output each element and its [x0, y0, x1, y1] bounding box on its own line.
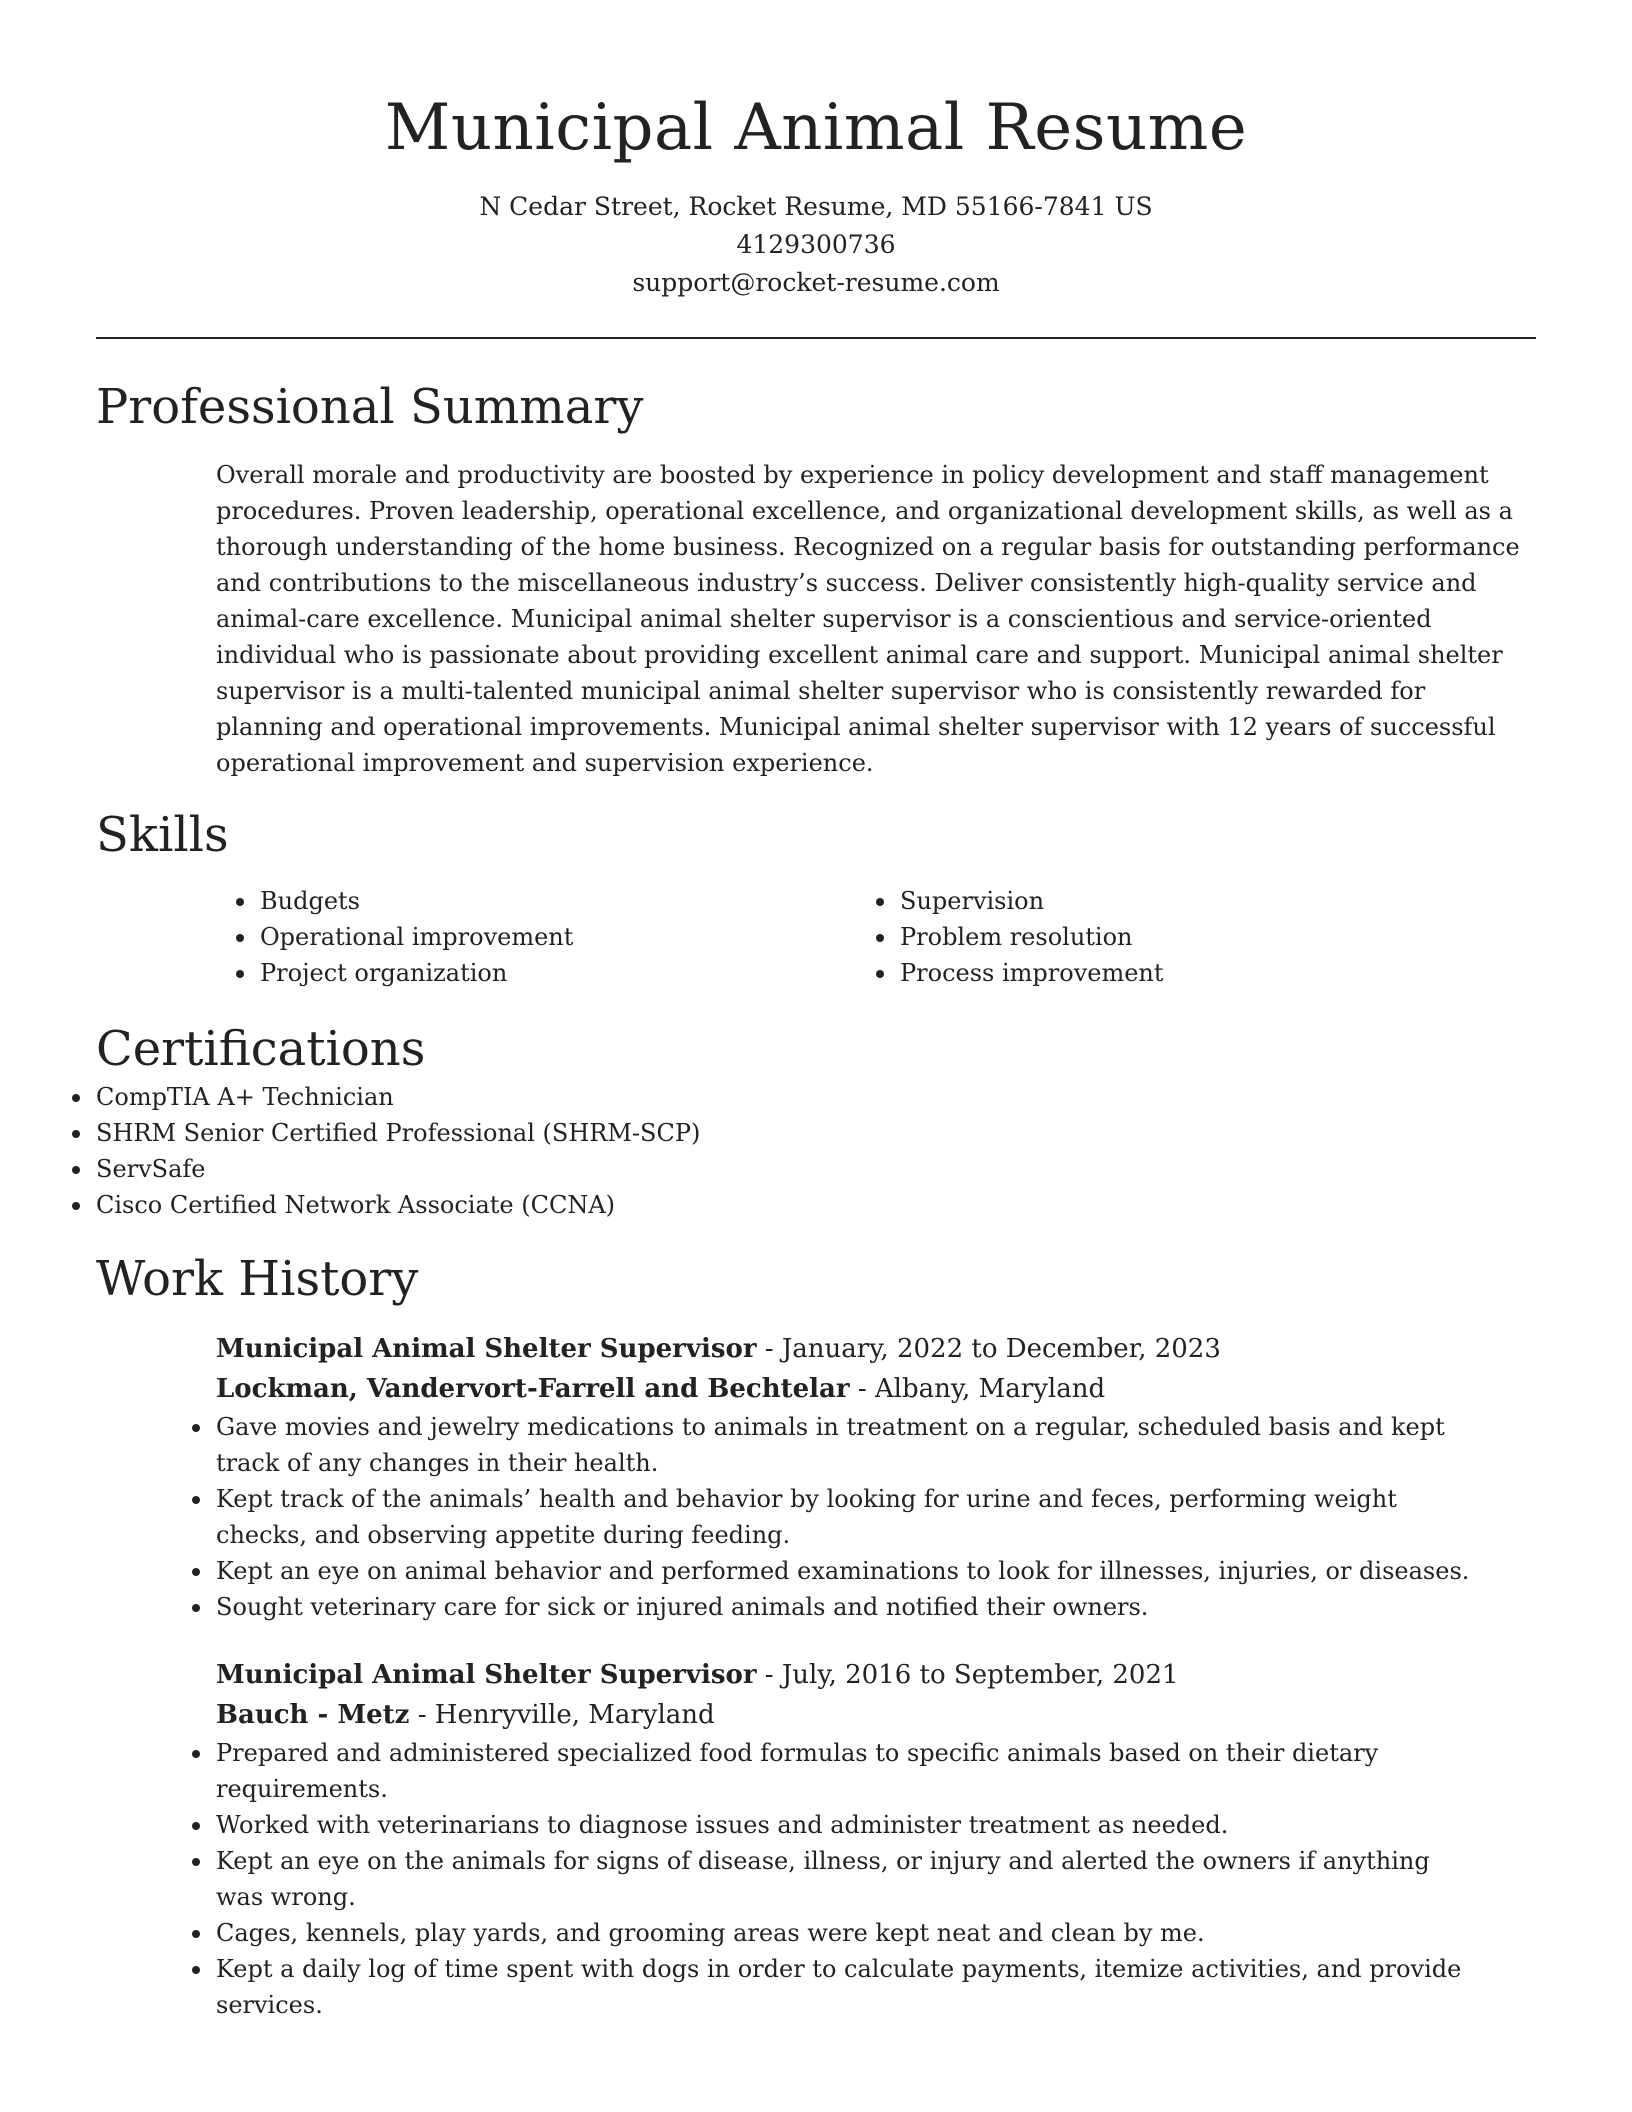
work-history-section	[96, 1249, 1536, 2023]
job-bullet: Kept a daily log of time spent with dogs in order to calculate payments, itemize activities, and provide services.	[216, 1951, 1472, 2023]
job-title-line	[216, 1329, 1536, 1369]
job-entry	[216, 1329, 1536, 1625]
address: N Cedar Street, Rocket Resume, MD 55166-7841 US	[479, 192, 1153, 221]
skills-grid	[260, 883, 1540, 991]
summary-heading: Professional Summary	[96, 379, 644, 435]
email: support@rocket-resume.com	[632, 268, 1000, 297]
job-bullet: Worked with veterinarians to diagnose issues and administer treatment as needed.	[216, 1807, 1472, 1843]
job-bullet: Kept an eye on animal behavior and performed examinations to look for illnesses, injuries, or diseases.	[216, 1553, 1472, 1589]
certifications-list	[96, 1079, 1536, 1223]
phone: 4129300736	[736, 230, 896, 259]
skill-item: Supervision	[900, 883, 1540, 919]
skill-item: Operational improvement	[260, 919, 900, 955]
certification-item: CompTIA A+ Technician	[96, 1079, 1536, 1115]
certification-item: Cisco Certified Network Associate (CCNA)	[96, 1187, 1536, 1223]
job-location: - Albany, Maryland	[849, 1374, 1106, 1404]
job-title: Municipal Animal Shelter Supervisor	[216, 1660, 757, 1690]
certification-item: SHRM Senior Certified Professional (SHRM-SCP)	[96, 1115, 1536, 1151]
job-dates: - July, 2016 to September, 2021	[756, 1660, 1179, 1690]
job-bullet: Prepared and administered specialized food formulas to specific animals based on their dietary requirements.	[216, 1735, 1472, 1807]
job-bullet: Cages, kennels, play yards, and grooming areas were kept neat and clean by me.	[216, 1915, 1472, 1951]
job-title-line	[216, 1655, 1536, 1695]
job-dates: - January, 2022 to December, 2023	[756, 1334, 1221, 1364]
job-company-line	[216, 1369, 1536, 1409]
job-company-line	[216, 1695, 1536, 1735]
resume-header	[96, 0, 1536, 302]
job-title: Municipal Animal Shelter Supervisor	[216, 1334, 757, 1364]
certifications-section	[96, 1019, 1536, 1223]
job-company: Bauch - Metz	[216, 1700, 410, 1730]
skills-list-left	[260, 883, 900, 991]
job-bullet: Sought veterinary care for sick or injured animals and notified their owners.	[216, 1589, 1472, 1625]
job-entry	[216, 1655, 1536, 2023]
header-divider	[96, 337, 1536, 339]
skill-item: Budgets	[260, 883, 900, 919]
skill-item: Process improvement	[900, 955, 1540, 991]
certification-item: ServSafe	[96, 1151, 1536, 1187]
skill-item: Problem resolution	[900, 919, 1540, 955]
job-bullets	[216, 1409, 1536, 1625]
resume-title: Municipal Animal Resume	[384, 91, 1248, 165]
contact-info	[96, 188, 1536, 302]
work-history-heading: Work History	[96, 1251, 419, 1307]
certifications-heading: Certifications	[96, 1021, 426, 1077]
skill-item: Project organization	[260, 955, 900, 991]
skills-list-right	[900, 883, 1540, 991]
job-bullets	[216, 1735, 1536, 2023]
skills-heading: Skills	[96, 807, 229, 863]
summary-section	[96, 377, 1536, 781]
skills-section	[96, 805, 1536, 991]
job-company: Lockman, Vandervort-Farrell and Bechtelar	[216, 1374, 850, 1404]
summary-text: Overall morale and productivity are boosted by experience in policy development and staff management procedures. Proven leadership, operational excellence, and organizational development skills, as well as a thorough understanding of the home business. Recognized on a regular basis for outstanding performance and contributions to the miscellaneous industry’s success. Deliver consistently high-quality service and animal-care excellence. Municipal animal shelter supervisor is a conscientious and service-oriented individual who is passionate about providing excellent animal care and support. Municipal animal shelter supervisor is a multi-talented municipal animal shelter supervisor who is consistently rewarded for planning and operational improvements. Municipal animal shelter supervisor with 12 years of successful operational improvement and supervision experience.	[216, 461, 1520, 777]
job-bullet: Gave movies and jewelry medications to animals in treatment on a regular, scheduled basis and kept track of any changes in their health.	[216, 1409, 1472, 1481]
job-bullet: Kept track of the animals’ health and behavior by looking for urine and feces, performing weight checks, and observing appetite during feeding.	[216, 1481, 1472, 1553]
job-bullet: Kept an eye on the animals for signs of disease, illness, or injury and alerted the owners if anything was wrong.	[216, 1843, 1472, 1915]
job-location: - Henryville, Maryland	[409, 1700, 715, 1730]
